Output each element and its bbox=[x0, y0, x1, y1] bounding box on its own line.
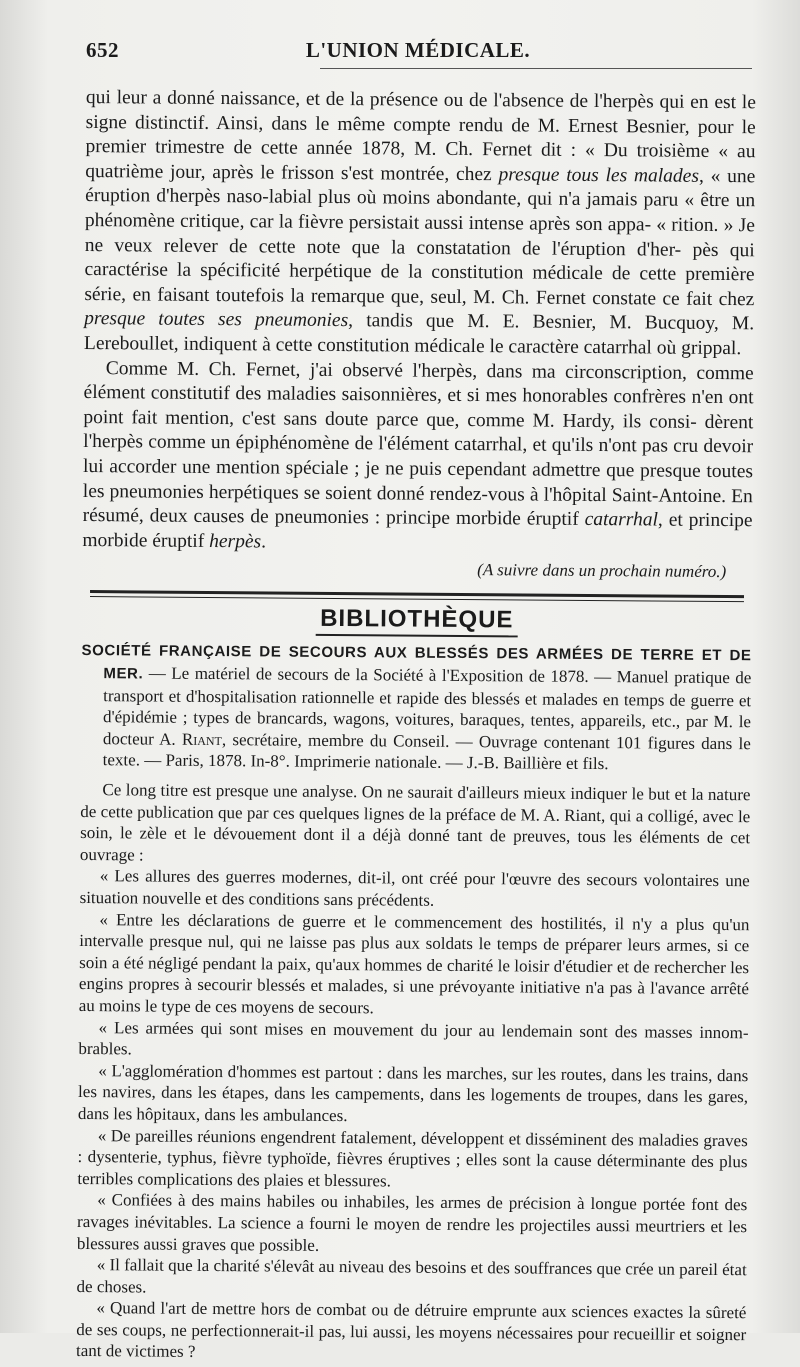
emphasis: herpès bbox=[209, 530, 262, 553]
text-run: , tandis que M. E. Besnier, M. Bucquoy, M. Lereboullet, indiquent à cette constitution médicale le caractère catarrhal où grippal. bbox=[83, 310, 755, 360]
text-run: qui leur a donné naissance, et de la présence ou de l'absence de l'herpès qui en est le signe distinctif. Ainsi, dans le même compte rendu de M. Ernest Besnier, pour le premier trimestre de cette année 1878, M. Ch. Fernet dit : « Du troisième « au quatrième jour, après le frisson s'est montrée, chez bbox=[85, 86, 756, 186]
text-run: , et principe morbide éruptif bbox=[82, 509, 753, 552]
text-run: — Le matériel de secours de la Société à l'Exposition de 1878. — Manuel pratique de transport et d'hospitalisation rationnelle et rapide des blessés et malades en temps de guerre et d'épidémie ; types de brancards, wagons, voitures, baraques, tentes, appareils, etc., par M. le docteur A. bbox=[102, 663, 752, 749]
section-heading-text: BIBLIOTHÈQUE bbox=[316, 605, 518, 638]
quote-paragraph: « De pareilles réunions engendrent fatalement, développent et disséminent des maladies graves : dysenterie, typhus, fièvre typhoïde, fièvres éruptives ; elles sont la cause déterminante des plus terribles complications des plaies et blessures. bbox=[77, 1125, 748, 1191]
continuation-note: (A suivre dans un prochain numéro.) bbox=[477, 560, 727, 582]
section-heading bbox=[82, 605, 752, 635]
quote-paragraph: « Les allures des guerres modernes, dit-il, ont créé pour l'œuvre des secours volontaires une situation nouvelle et des conditions sans précédents. bbox=[79, 866, 750, 910]
quote-paragraph: « Confiées à des mains habiles ou inhabiles, les armes de précision à longue portée font des ravages inévitables. La science a fourni le moyen de rendre les projectiles aussi meurtriers et les blessures aussi graves que possible. bbox=[76, 1190, 748, 1255]
bibliography-entry bbox=[81, 639, 752, 776]
text-run: . bbox=[261, 531, 267, 553]
emphasis: presque toutes ses pneumonies bbox=[84, 308, 349, 332]
quote-paragraph: « Il fallait que la charité s'élevât au niveau des besoins et des souffrances que crée un pareil état de choses. bbox=[76, 1255, 747, 1297]
journal-title: L'UNION MÉDICALE. bbox=[305, 38, 531, 62]
emphasis: catarrhal bbox=[584, 509, 659, 531]
text-run: Comme M. Ch. Fernet, j'ai observé l'herpès, dans ma circonscription, comme élément constitutif des maladies saisonnières, et si mes honorables confrères n'en ont point fait mention, c'est sans doute parce que, comme M. Hardy, ils consi- dèrent l'herpès comme un épiphénomène de l'élément catarrhal, et qu'ils n'ont pas cru devoir lui accorder une mention spéciale ; je ne puis cependant admettre que presque toutes les pneumonies herpétiques se soient donné rendez-vous à l'hôpital Saint-Antoine. En résumé, deux causes de pneumonies : principe morbide éruptif bbox=[82, 357, 754, 531]
header-rule bbox=[320, 68, 752, 69]
author-name: Riant bbox=[181, 729, 223, 749]
text-run: , « une éruption d'herpès naso-labial plus où moins abondante, qui n'a jamais paru « être un phénomène critique, car la fièvre persistait aussi intense après son appa- « rition. » Je ne veux relever de cette note que la constatation de l'éruption d'her- pès qui caractérise la spécificité herpétique de la constitution médicale de cette première série, en faisant toutefois la remarque que, seul, M. Ch. Fernet constate ce fait chez bbox=[84, 165, 756, 311]
page-number: 652 bbox=[86, 38, 119, 62]
section-divider bbox=[90, 590, 744, 602]
article-paragraph bbox=[84, 86, 756, 362]
text-run: , secrétaire, membre du Conseil. — Ouvrage contenant 101 figures dans le texte. — Paris, 1878. In-8°. Imprimerie nationale. — J.-B. Baillière et fils. bbox=[102, 729, 751, 774]
page-body bbox=[76, 86, 756, 1367]
quote-paragraph: « Les armées qui sont mises en mouvement du jour au lendemain sont des masses innom- brables. bbox=[78, 1017, 749, 1059]
entry-title: SOCIÉTÉ FRANÇAISE DE SECOURS AUX BLESSÉS DES ARMÉES DE TERRE ET DE MER. bbox=[81, 642, 752, 683]
quote-paragraph: « Entre les déclarations de guerre et le commencement des hostilités, il n'y a plus qu'un intervalle presque nul, qui ne laisse pas plus aux soldats le temps de préparer leurs armes, si ce soin a été négligé pendant la paix, qu'aux hommes de charité le loisir d'étudier et de rechercher les engins propres à secourir blessés et malades, si une prévoyante initiative n'a pas à l'avance arrêté au moins le type de ces moyens de secours. bbox=[78, 909, 750, 1018]
review-intro: Ce long titre est presque une analyse. On ne saurait d'ailleurs mieux indiquer le but et la nature de cette publication que par ces quelques lignes de la préface de M. A. Riant, qui a colligé, avec le soin, le zèle et le dévouement dont il a déjà donné tant de preuves, tous les éléments de cet ouvrage : bbox=[79, 780, 751, 865]
emphasis: presque tous les malades bbox=[498, 164, 700, 187]
article-paragraph bbox=[82, 357, 754, 559]
quote-paragraph: « L'agglomération d'hommes est partout : dans les marches, sur les routes, dans les trains, dans les navires, dans les étapes, dans les campements, dans les logements de troupes, dans les gares, dans les hôpitaux, dans les ambulances. bbox=[77, 1060, 749, 1126]
quote-paragraph: « Quand l'art de mettre hors de combat ou de détruire emprunte aux sciences exactes la sûreté de ses coups, ne perfectionnerait-il pas, lui aussi, les moyens nécessaires pour recueillir et soigner tant de victimes ? bbox=[75, 1298, 747, 1362]
